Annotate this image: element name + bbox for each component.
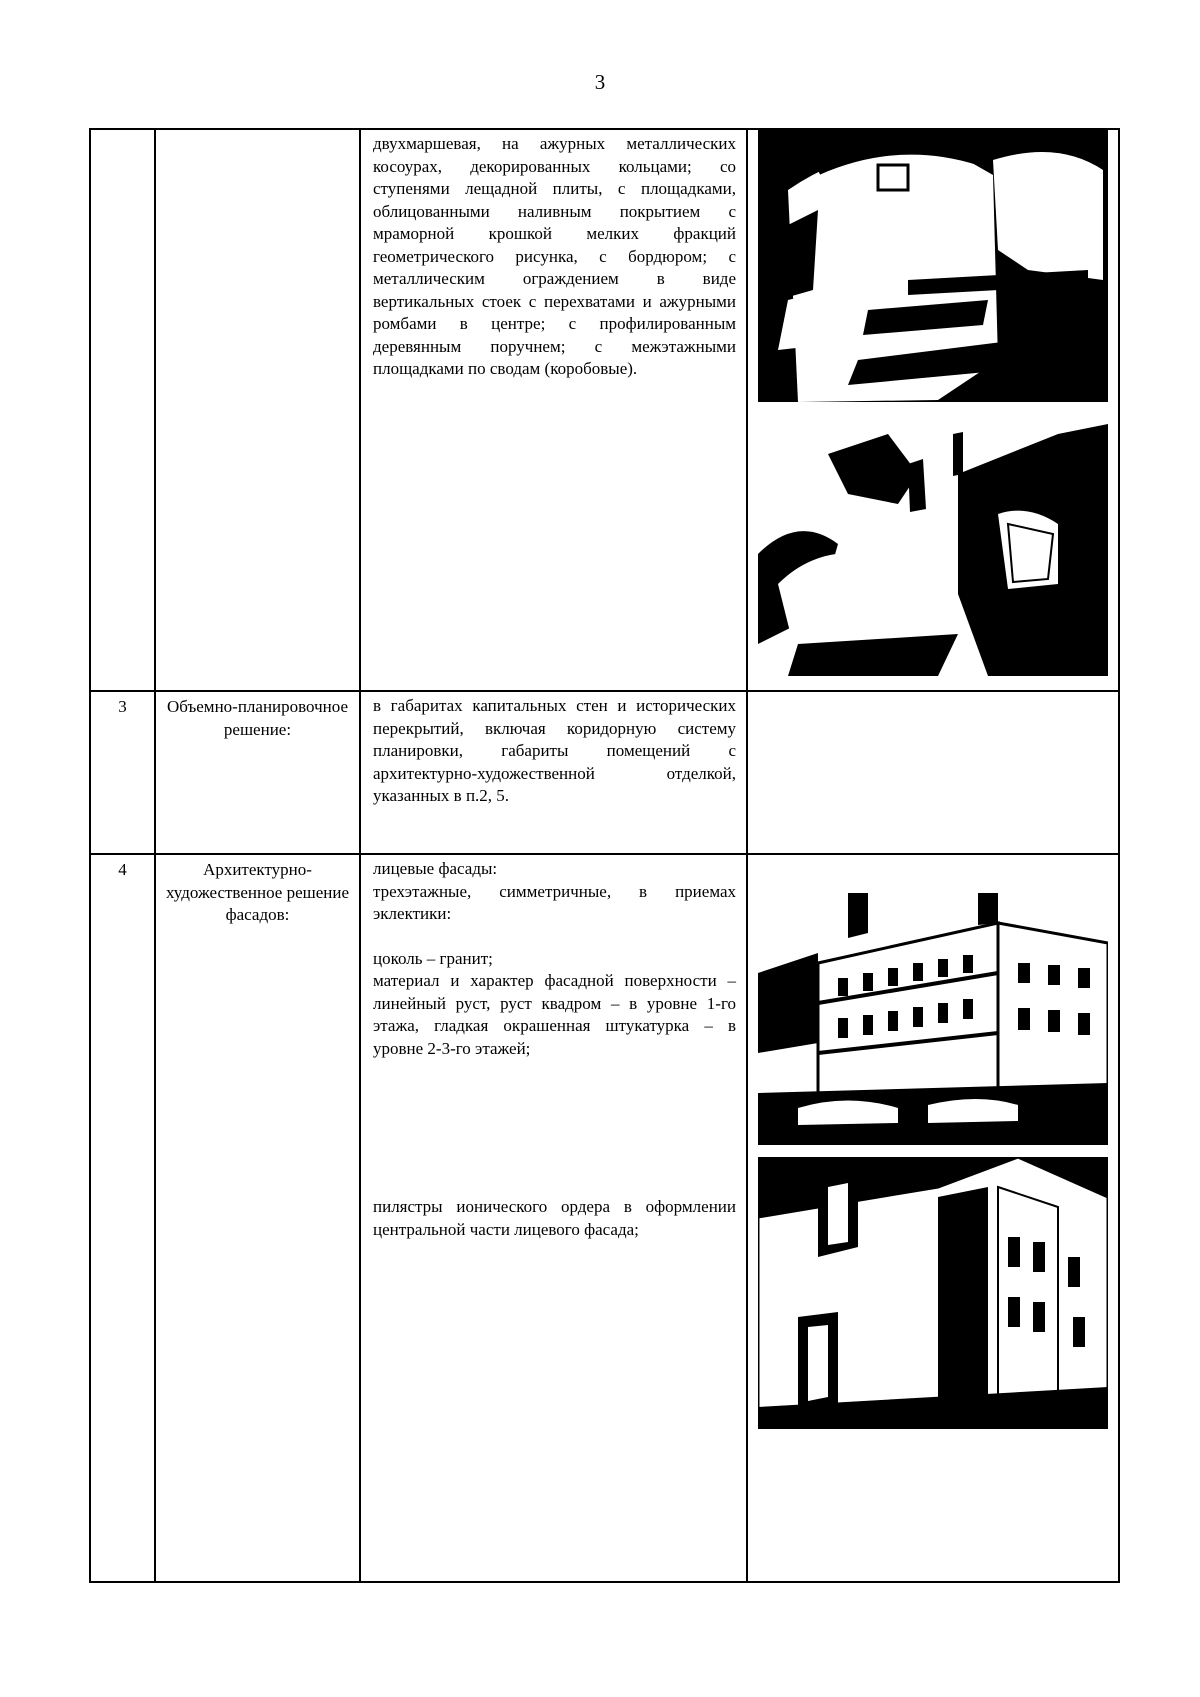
description-heading: лицевые фасады: <box>373 859 498 878</box>
photo-cell-empty <box>747 691 1119 854</box>
description-paragraph: материал и характер фасадной поверхности – линейный руст, руст квадром – в уровне 1-го этажа, гладкая окрашенная штукатурка – в уровне 2-3-го этажей; <box>373 971 736 1058</box>
facade-photo-1 <box>758 893 1108 1145</box>
row-number-cell: 4 <box>90 854 155 1582</box>
row-name-cell: Архитектурно-художественное решение фасадов: <box>155 854 360 1582</box>
description-paragraph: трехэтажные, симметричные, в приемах эклектики: <box>373 881 736 923</box>
facade-photo-2 <box>758 1157 1108 1429</box>
row-description-cell <box>360 854 747 1582</box>
description-paragraph: двухмаршевая, на ажурных металлических косоурах, декорированных кольцами; со ступенями лещадной плиты, с площадками, облицованными наливным покрытием с мраморной крошкой мелких фракций геометрического рисунка, с бордюром; с металлическим ограждением в виде вертикальных стоек с перехватами и ажурными ромбами в центре; с профилированным деревянным поручнем; с межэтажными площадками по сводам (коробовые). <box>373 134 736 378</box>
table-row-3 <box>90 691 1119 854</box>
row-name-cell <box>155 129 360 691</box>
page-number: 3 <box>594 70 606 94</box>
row-name-cell: Объемно-планировочное решение: <box>155 691 360 854</box>
description-paragraph: в габаритах капитальных стен и исторических перекрытий, включая коридорную систему планировки, габариты помещений с архитектурно-художественной отделкой, указанных в п.2, 5. <box>373 696 736 805</box>
monument-subject-table <box>89 128 1120 1583</box>
row-description-cell <box>360 129 747 691</box>
row-description-cell <box>360 691 747 854</box>
table-row-staircase <box>90 129 1119 691</box>
row-number-cell: 3 <box>90 691 155 854</box>
photo-cell <box>747 129 1119 691</box>
photo-cell <box>747 854 1119 1582</box>
table-row-4 <box>90 854 1119 1582</box>
row-number-cell <box>90 129 155 691</box>
staircase-photo-2 <box>758 414 1108 676</box>
description-paragraph: пилястры ионического ордера в оформлении центральной части лицевого фасада; <box>373 1197 736 1239</box>
staircase-photo-1 <box>758 130 1108 402</box>
description-paragraph: цоколь – гранит; <box>373 948 493 968</box>
